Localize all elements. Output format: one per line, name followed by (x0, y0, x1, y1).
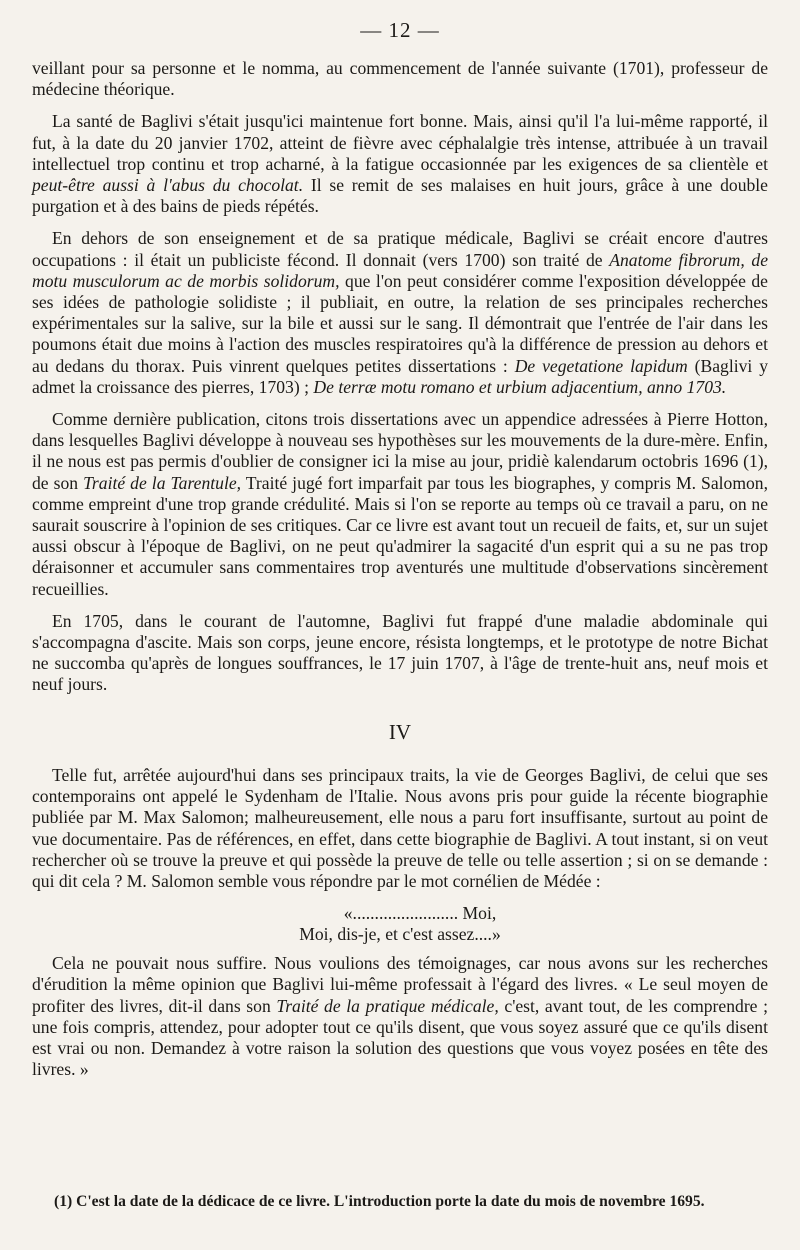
page-number: — 12 — (360, 18, 440, 42)
footnote: (1) C'est la date de la dédicace de ce livre. L'introduction porte la date du mois de novembre 1695. (54, 1193, 705, 1210)
text-run: La santé de Baglivi s'était jusqu'ici maintenue fort bonne. Mais, ainsi qu'il l'a lui-même rapporté, il fut, à la date du 20 janvier 1702, atteint de fièvre avec céphalalgie très intense, attribuée à un travail intellectuel trop continu et trop acharné, à la fatigue occasionnée par les exigences de sa clientèle et (32, 111, 768, 174)
quote-line-1: «........................ Moi, (343, 903, 497, 924)
paragraph-4 (32, 409, 768, 600)
quotation (32, 903, 768, 945)
paragraph-7 (32, 953, 768, 1080)
text-run: Il se remit de ses malaises en huit jours, grâce à une double purgation et à des bains de pieds répétés. (32, 175, 768, 217)
quote-line-2: Moi, dis-je, et c'est assez....» (299, 924, 501, 945)
italic-run: peut-être aussi à l'abus du chocolat. (32, 175, 304, 196)
italic-title: De terræ motu romano et urbium adjacentium, anno 1703. (313, 376, 727, 397)
text-run: (Baglivi y admet la croissance des pierres, 1703) ; (32, 355, 768, 397)
body-text (32, 58, 768, 1091)
italic-title: Traité de la Tarentule, (83, 472, 242, 493)
text-run: c'est, avant tout, de les comprendre ; une fois compris, attendez, pour adopter tout ce qu'ils disent, que vous soyez assuré que ce qu'ils disent est vrai ou non. Demandez à votre raison la solution des questions que vous voyez posées en tête des livres. » (32, 995, 768, 1080)
text-run: Cela ne pouvait nous suffire. Nous voulions des témoignages, car nous avons sur les recherches d'érudition la même opinion que Baglivi lui-même professait à l'égard des livres. « Le seul moyen de profiter des livres, dit-il dans son (32, 953, 768, 1016)
paragraph-5: En 1705, dans le courant de l'automne, Baglivi fut frappé d'une maladie abdominale qui s'accompagna d'ascite. Mais son corps, jeune encore, résista longtemps, et le prototype de notre Bichat ne succomba qu'après de longues souffrances, le 17 juin 1707, à l'âge de trente-huit ans, neuf mois et neuf jours. (32, 610, 768, 695)
text-run: En dehors de son enseignement et de sa pratique médicale, Baglivi se créait encore d'autres occupations : il était un publiciste fécond. Il donnait (vers 1700) son traité de (32, 228, 768, 270)
paragraph-2 (32, 111, 768, 217)
paragraph-6: Telle fut, arrêtée aujourd'hui dans ses principaux traits, la vie de Georges Baglivi, de celui que ses contemporains ont appelé le Sydenham de l'Italie. Nous avons pris pour guide la récente biographie publiée par M. Max Salomon; malheureusement, elle nous a paru fort insuffisante, surtout au point de vue documentaire. Pas de références, en effet, dans cette biographie de Baglivi. A tout instant, si on veut rechercher où se trouve la preuve et qui possède la preuve de telle ou telle assertion ; si on se demande : qui dit cela ? M. Salomon semble vous répondre par le mot cornélien de Médée : (32, 764, 768, 891)
text-run: Comme dernière publication, citons trois dissertations avec un appendice adressées à Pierre Hotton, dans lesquelles Baglivi développe à nouveau ses hypothèses sur les mouvements de la dure-mère. Enfin, il ne nous est pas permis d'oublier de consigner ici la mise au jour, pridiè kalendarum octobris 1696 (1), de son (32, 409, 768, 493)
text-run: Traité jugé fort imparfait par tous les biographes, y compris M. Salomon, comme empreint d'une trop grande crédulité. Mais si l'on se reporte au temps où ce travail a paru, on ne saurait souscrire à l'opinion de ses critiques. Car ce livre est avant tout un recueil de faits, et, sur un sujet aussi obscur à l'époque de Baglivi, on ne peut qu'admirer la sagacité d'un esprit qui a su ne pas trop déraisonner et accumuler sans commentaires trop aventurés une multitude d'observations sincèrement recueillies. (32, 472, 769, 599)
italic-title: Traité de la pratique médicale, (276, 995, 499, 1016)
paragraph-3 (32, 228, 768, 398)
italic-title: Anatome fibrorum, de motu musculorum ac de morbis solidorum, (32, 249, 769, 291)
italic-title: De vegetatione lapidum (514, 355, 688, 376)
text-run: que l'on peut considérer comme l'exposition développée de ses idées de pathologie solidiste ; il publiait, en outre, la relation de ses principales recherches expérimentales sur la salive, sur la bile et aussi sur le sang. Il démontrait que l'entrée de l'air dans les poumons était due moins à l'action des muscles respiratoires qu'à la différence de pression au dehors et au dedans du thorax. Puis vinrent quelques petites dissertations : (32, 270, 768, 376)
paragraph-1: veillant pour sa personne et le nomma, au commencement de l'année suivante (1701), professeur de médecine théorique. (32, 58, 768, 100)
section-heading: IV (388, 719, 412, 744)
